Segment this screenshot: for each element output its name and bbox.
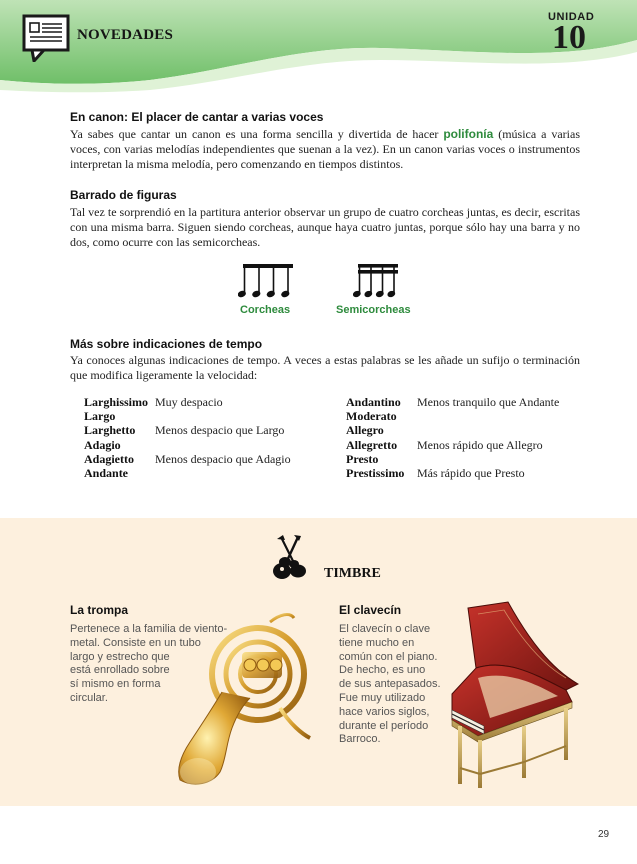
clavecin-line: común con el piano. <box>339 650 438 663</box>
clavecin-line: Barroco. <box>339 733 381 746</box>
tempo-term: Larghissimo <box>84 395 149 409</box>
tempo-row <box>84 438 291 452</box>
trompa-line: Pertenece a la familia de viento- <box>70 623 228 635</box>
header-wave-decoration <box>0 0 637 95</box>
tempo-term: Prestissimo <box>346 465 405 480</box>
canon-text-start: Ya sabes que cantar un canon es una forma sencilla y divertida de hacer <box>70 127 444 141</box>
tempo-row <box>84 395 291 409</box>
polifonia-highlight: polifonía <box>443 127 494 141</box>
french-horn-illustration <box>170 612 320 790</box>
unit-label: UNIDAD <box>548 11 595 23</box>
tempo-desc: Muy despacio <box>155 395 223 409</box>
tempo-term: Moderato <box>346 409 397 424</box>
canon-paragraph <box>70 127 580 172</box>
tempo-row <box>84 466 291 480</box>
timbre-title: TIMBRE <box>324 566 381 581</box>
tempo-row <box>346 395 559 409</box>
semicorcheas-notation <box>353 262 401 300</box>
trompa-heading: La trompa <box>70 603 129 617</box>
tempo-term: Adagietto <box>84 451 134 466</box>
trompa-line: largo y estrecho que <box>70 650 170 663</box>
corcheas-label: Corcheas <box>240 304 291 316</box>
trompa-line: circular. <box>70 691 108 704</box>
clavecin-line: de sus antepasados. <box>339 678 441 691</box>
tempo-row <box>346 466 559 480</box>
tempo-list-right <box>346 395 559 480</box>
tempo-term: Andante <box>84 465 129 480</box>
tempo-term: Adagio <box>84 437 121 452</box>
clavecin-line: tiene mucho en <box>339 636 415 649</box>
barrado-paragraph: Tal vez te sorprendió en la partitura anterior observar un grupo de cuatro corcheas juntas, es decir, escritas con una misma barra. Siguen siendo corcheas, aunque haya cuatro juntas, porque sólo hay una barra y no dos, como ocurre con las semicorcheas. <box>70 205 580 249</box>
tempo-term: Largo <box>84 409 116 424</box>
canon-heading: En canon: El placer de cantar a varias voces <box>70 110 324 124</box>
clavecin-line: De hecho, es uno <box>339 664 426 677</box>
tempo-desc: Menos tranquilo que Andante <box>417 395 560 409</box>
clavecin-heading: El clavecín <box>339 603 402 617</box>
tempo-row <box>346 438 559 452</box>
tempo-term: Allegretto <box>346 437 398 452</box>
tempo-desc: Más rápido que Presto <box>417 465 525 480</box>
tempo-desc: Menos despacio que Adagio <box>155 451 291 466</box>
tempo-paragraph: Ya conoces algunas indicaciones de tempo. A veces a estas palabras se les añade un sufijo o terminación que modifica ligeramente la velocidad: <box>70 353 580 382</box>
news-speech-bubble-icon <box>22 14 70 62</box>
tempo-list-left <box>84 395 291 480</box>
tempo-row <box>346 409 559 423</box>
page-number: 29 <box>598 829 610 840</box>
clavecin-line: Fue muy utilizado <box>339 691 426 704</box>
page-header <box>0 0 637 95</box>
trompa-line: está enrollado sobre <box>70 664 170 677</box>
tempo-row <box>84 409 291 423</box>
tempo-row <box>346 423 559 437</box>
tempo-term: Allegro <box>346 423 384 438</box>
canon-text-end: (música a varias voces, con varias melodías independientes que suenan a la vez). En un canon varias voces o instrumentos interpretan la misma melodía, pero comenzando en tiempos distintos. <box>70 127 580 171</box>
trompa-line: sí mismo en forma <box>70 678 161 691</box>
tempo-row <box>84 452 291 466</box>
tempo-term: Larghetto <box>84 423 136 438</box>
harpsichord-illustration <box>438 598 584 790</box>
unit-number: 10 <box>552 19 586 56</box>
tempo-desc: Menos rápido que Allegro <box>417 437 543 452</box>
tempo-heading: Más sobre indicaciones de tempo <box>70 337 263 351</box>
clavecin-line: hace varios siglos, <box>339 705 430 718</box>
section-label: NOVEDADES <box>77 27 173 43</box>
tempo-desc: Menos despacio que Largo <box>155 423 285 438</box>
barrado-heading: Barrado de figuras <box>70 188 177 202</box>
clavecin-text <box>339 623 441 747</box>
semicorcheas-label: Semicorcheas <box>336 304 411 316</box>
trompa-line: metal. Consiste en un tubo <box>70 636 201 649</box>
corcheas-notation <box>238 262 296 300</box>
tempo-term: Presto <box>346 451 379 466</box>
tempo-term: Andantino <box>346 395 401 409</box>
tempo-row <box>346 452 559 466</box>
clavecin-line: El clavecín o clave <box>339 623 431 635</box>
clavecin-line: durante el período <box>339 719 429 732</box>
instruments-silhouette-icon <box>268 533 314 581</box>
tempo-row <box>84 423 291 437</box>
